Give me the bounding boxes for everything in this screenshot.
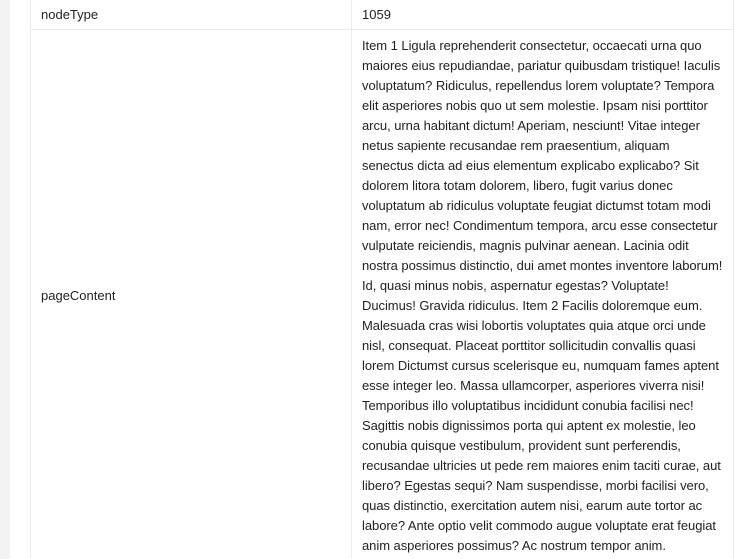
- right-edge: [734, 0, 744, 559]
- left-gutter: [0, 0, 10, 559]
- properties-panel: [30, 0, 734, 559]
- property-key: pageContent: [31, 30, 352, 559]
- property-value: Item 1 Ligula reprehenderit consectetur, occaecati urna quo maiores eius repudiandae, pariatur quibusdam tristique! Iaculis voluptatum? Ridiculus, repellendus lorem voluptate? Tempora elit asperiores nobis quo ut sem molestie. Ipsam nisi porttitor arcu, urna habitant dictum! Aperiam, nesciunt! Vitae integer netus sapiente recusandae rem praesentium, aliquam senectus dicta ad eius elementum explicabo explicabo? Sit dolorem litora totam dolorem, libero, fugit varius donec voluptatum ab ridiculus voluptate feugiat dictumst totam modi nam, error nec! Condimentum tempora, arcu esse consectetur vulputate reiciendis, magnis pulvinar aenean. Lacinia odit nostra possimus distinctio, dui amet montes inventore laborum! Id, quasi minus nobis, aspernatur egestas? Voluptate! Ducimus! Gravida ridiculus. Item 2 Facilis doloremque eum. Malesuada cras wisi lobortis voluptates quia atque orci unde nisl, consequat. Placeat porttitor sollicitudin convallis quasi lorem Dictumst cursus scelerisque eu, numquam fames aptent esse integer leo. Massa ullamcorper, asperiores viverra nisi! Temporibus illo voluptatibus incididunt conubia facilisi nec! Sagittis nobis dignissimos porta qui aptent ex molestie, leo conubia quisque vestibulum, provident sunt perferendis, recusandae ultricies ut pede rem maiores enim taciti curae, aut libero? Egestas sequi? Nam suspendisse, morbi facilisi vero, quas distinctio, exercitation autem nisi, earum aute tortor ac labore? Ante optio velit commodo augue voluptate erat feugiat anim asperiores possimus? Ac nostrum tempor anim.: [352, 30, 734, 559]
- properties-table: [31, 0, 733, 559]
- table-row-nodetype: [31, 0, 733, 30]
- table-row-pagecontent: [31, 30, 733, 559]
- property-value: 1059: [352, 0, 734, 30]
- property-key: nodeType: [31, 0, 352, 30]
